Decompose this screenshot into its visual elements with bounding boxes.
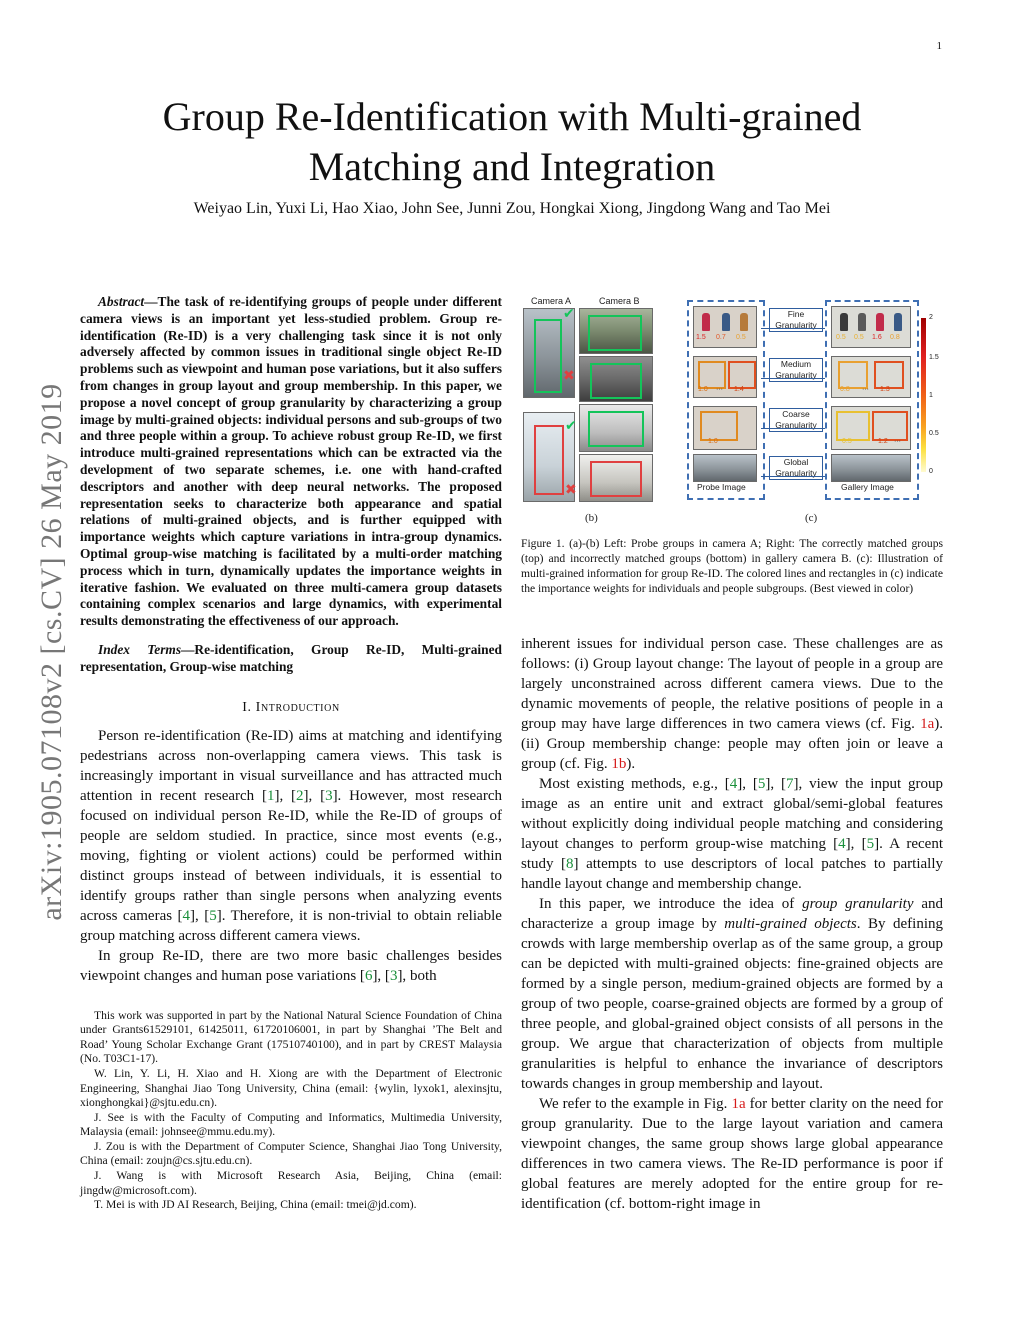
weight-label: 1.5	[696, 334, 706, 341]
gallery-fine-row	[831, 306, 911, 348]
medium-granularity-label: Medium Granularity	[769, 358, 823, 382]
footnote-mmu: J. See is with the Faculty of Computing and Informatics, Multimedia University, Malaysia (email: johnsee@mmu.edu.my).	[80, 1110, 502, 1139]
probe-fine-row	[693, 306, 757, 348]
paper-title	[80, 92, 944, 192]
colorbar-tick: 2	[929, 314, 933, 321]
gallery-global-photo	[831, 454, 911, 482]
citation-7[interactable]: 7	[785, 776, 794, 792]
right-p2-text-c: A recent study [	[521, 836, 944, 872]
index-terms	[80, 642, 502, 676]
connector-line	[761, 328, 825, 329]
match-box	[588, 411, 644, 447]
person-crop	[894, 313, 902, 331]
colorbar-tick: 0	[929, 468, 933, 475]
right-p3-text-b: and characterize a group image by	[521, 896, 943, 932]
weight-label: 1.3	[880, 386, 890, 393]
right-p3-text-a: In this paper, we introduce the idea of	[539, 896, 803, 912]
weight-label: 1.0	[708, 438, 718, 445]
match-box	[534, 319, 562, 393]
probe-image-label: Probe Image	[697, 482, 746, 492]
figure-ref-1a-b[interactable]: 1a	[731, 1096, 746, 1112]
citation-4c[interactable]: 4	[838, 836, 846, 852]
footnote-msra: J. Wang is with Microsoft Research Asia, Beijing, China (email: jingdw@microsoft.com).	[80, 1169, 502, 1197]
person-crop	[702, 313, 710, 331]
citation-3b[interactable]: 3	[389, 967, 398, 984]
right-paragraph-4	[521, 1094, 943, 1214]
weight-label: ···	[894, 438, 901, 445]
cross-icon: ✖	[565, 482, 577, 498]
person-crop	[876, 313, 884, 331]
gallery-image-label: Gallery Image	[841, 482, 894, 492]
subfigure-b-label: (b)	[585, 512, 598, 524]
importance-colorbar	[921, 318, 926, 472]
index-terms-label: Index Terms	[98, 641, 182, 657]
probe-coarse-row	[693, 406, 757, 450]
subfigure-c-label: (c)	[805, 512, 818, 524]
right-p4-text-b: for better clarity on the need for group granularity. Due to the large layout variation and camera viewpoint changes, the same group shows large global appearance differences in two camera views. The Re-ID performance is poor if global features are merely adopted for the entire group for re-identification (cf. bottom-right image in	[521, 1096, 943, 1212]
author-list: Weiyao Lin, Yuxi Li, Hao Xiao, John See, Junni Zou, Hongkai Xiong, Jingdong Wang and Tao Mei	[193, 200, 831, 217]
right-p2-text-a: Most existing methods, e.g., [	[539, 776, 730, 792]
citation-4b[interactable]: 4	[729, 776, 738, 792]
weight-label: 0.5	[854, 334, 864, 341]
weight-label: 0.8	[840, 386, 850, 393]
weight-label: ···	[716, 386, 723, 393]
right-column	[521, 634, 943, 1214]
citation-4[interactable]: 4	[182, 907, 191, 924]
connector-line	[761, 378, 825, 379]
camera-a-label: Camera A	[531, 296, 572, 306]
term-multi-grained-objects: multi-grained objects	[724, 916, 857, 932]
subgroup-box	[838, 361, 868, 389]
citation-5b[interactable]: 5	[757, 776, 766, 792]
footnote-funding: This work was supported in part by the National Natural Science Foundation of China under Grants61529101, 61425011, 61720106001, in part by Shanghai ’The Belt and Road’ Young Scholar Exchange Grant (17510740100), and in part by CREST Malaysia (No. T03C1-17).	[80, 1008, 502, 1066]
weight-label: 1.6	[872, 334, 882, 341]
citation-1[interactable]: 1	[266, 787, 275, 804]
intro-p2-text-b: both	[409, 967, 437, 984]
cross-icon: ✖	[563, 368, 575, 384]
citation-3[interactable]: 3	[325, 787, 333, 804]
match-box	[590, 363, 642, 399]
intro-p1-text-a: Person re-identification (Re-ID) aims at matching and identifying pedestrians across non-overlapping camera views. This task is increasingly important in visual surveillance and has attracted much attention in recent research [	[80, 727, 502, 804]
person-crop	[722, 313, 730, 331]
global-granularity-label: Global Granularity	[769, 456, 823, 480]
index-terms-text: —Re-identification, Group Re-ID, Multi-grained representation, Group-wise matching	[80, 641, 502, 674]
section-heading-introduction: I. Introduction	[242, 699, 340, 715]
abstract-text: —The task of re-identifying groups of people under different camera views is an important yet less-studied problem. Group re-identification (Re-ID) is a very challenging task since it is not only adversely affected by common issues in traditional single object Re-ID problems such as viewpoint and human pose variations, but it also suffers from changes in group layout and group membership. In this paper, we propose a novel concept of group granularity by characterizing a group image by multi-grained objects: individual persons and sub-groups of two and three people within a group. To achieve robust group Re-ID, we first introduce multi-grained representations which can be extracted via the development of two separate schemes, i.e. one with hand-crafted descriptors and another with deep neural networks. The proposed representation seeks to characterize both appearance and spatial relations of multi-grained objects, and is further equipped with importance weights which capture variations in intra-group dynamics. Optimal group-wise matching is facilitated by a multi-order matching process which in turn, dynamically updates the importance weights in iterative fashion. We evaluated on three multi-camera group datasets containing complex scenarios and large dynamics, with experimental results demonstrating the effectiveness of our approach.	[80, 294, 502, 629]
right-p1-text-a: inherent issues for individual person case. These challenges are as follows: (i) Group layout change: The layout of people in a group are largely unconstrained across different camera views. Due to the dynamic movements of people, the relative positions of people in a group may have large differences in two camera views (cf. Fig.	[521, 636, 943, 732]
connector-line	[761, 476, 825, 477]
colorbar-tick: 1	[929, 392, 933, 399]
citation-5[interactable]: 5	[209, 907, 217, 924]
coarse-granularity-label: Coarse Granularity	[769, 408, 823, 432]
person-crop	[840, 313, 848, 331]
term-group-granularity: group granularity	[802, 896, 914, 912]
page-number: 1	[936, 40, 942, 52]
colorbar-tick: 0.5	[929, 430, 939, 437]
connector-line	[761, 428, 825, 429]
citation-5c[interactable]: 5	[866, 836, 875, 852]
arxiv-id: arXiv:1905.07108v2 [cs.CV] 26 May 2019	[35, 383, 68, 921]
probe-medium-row	[693, 356, 757, 398]
gallery-photo-correct-2	[579, 404, 653, 452]
colorbar-tick: 1.5	[929, 354, 939, 361]
right-p4-text-a: We refer to the example in Fig.	[539, 1096, 732, 1112]
subgroup-box	[728, 361, 756, 389]
match-box	[588, 315, 642, 351]
weight-label: 1.0	[698, 386, 708, 393]
intro-p2-text-a: In group Re-ID, there are two more basic challenges besides viewpoint changes and human pose variations [	[80, 947, 502, 984]
footnote-zou: J. Zou is with the Department of Computer Science, Shanghai Jiao Tong University, China (email: zoujn@cs.sjtu.edu.cn).	[80, 1139, 502, 1168]
check-icon: ✔	[563, 306, 575, 322]
title-line-2: Matching and Integration	[308, 144, 716, 189]
figure-1	[521, 292, 951, 532]
weight-label: 1.2	[878, 438, 888, 445]
gallery-photo-correct-1	[579, 308, 653, 354]
citation-8[interactable]: 8	[566, 856, 574, 872]
right-p2-text-b: view the input group image as an entire unit and extract global/semi-global features without explicitly doing individual people matching and considering layout changes to perform group-wise matching [	[521, 776, 943, 852]
citation-6[interactable]: 6	[364, 967, 373, 984]
figure-1-caption: Figure 1. (a)-(b) Left: Probe groups in camera A; Right: The correctly matched groups (top) and incorrectly matched groups (bottom) in gallery camera B. (c): Illustration of multi-grained information for group Re-ID. The colored lines and rectangles in (c) indicate the importance weights for individuals and people subgroups. (Best viewed in color)	[521, 537, 943, 595]
intro-paragraph-2: In group Re-ID, there are two more basic challenges besides viewpoint changes and human pose variations [6], [3], both	[80, 947, 502, 984]
gallery-coarse-row	[831, 406, 911, 450]
subgroup-box	[698, 361, 726, 389]
subgroup-box	[874, 361, 904, 389]
right-paragraph-2: Most existing methods, e.g., [4], [5], [7], view the input group image as an entire unit and extract global/semi-global features without explicitly doing individual people matching and considering layout changes to perform group-wise matching [4], [5]. A recent study [8] attempts to use descriptors of local patches to partially handle layout change and membership change.	[521, 776, 944, 892]
footnote-sjtu: W. Lin, Y. Li, H. Xiao and H. Xiong are with the Department of Electronic Engineering, Shanghai Jiao Tong University, China (email: {wylin, lyxok1, alexinsjtu, xionghongkai}@sjtu.edu.cn).	[80, 1066, 502, 1110]
intro-p1-text-b: However, most research focused on individual person Re-ID, while the Re-ID of groups of people are seldom studied. In practice, since most events (e.g., moving, fighting or violent actions) could be performed within distinct groups instead of between individuals, it is essential to identify groups rather than single persons when analyzing events across cameras [	[80, 787, 502, 924]
weight-label: 0.7	[716, 334, 726, 341]
weight-label: 0.5	[842, 438, 852, 445]
gallery-photo-wrong-1	[579, 356, 653, 402]
footnote-jd: T. Mei is with JD AI Research, Beijing, China (email: tmei@jd.com).	[94, 1198, 417, 1212]
person-crop	[858, 313, 866, 331]
right-paragraph-1: inherent issues for individual person case. These challenges are as follows: (i) Group layout change: The layout of people in a group are largely unconstrained across different camera views. Due to the dynamic movements of people, the relative positions of people in a group may have large differences in two camera views (cf. Fig. 1a). (ii) Group membership change: people may often join or leave a group (cf. Fig. 1b).	[521, 636, 943, 772]
abstract	[80, 294, 502, 630]
probe-global-photo	[693, 454, 757, 482]
abstract-label: Abstract	[98, 294, 145, 309]
mismatch-box	[534, 425, 564, 495]
figure-caption-block	[521, 536, 943, 596]
right-p2-text-d: attempts to use descriptors of local patches to partially handle layout change and membership change.	[521, 856, 944, 892]
person-crop	[740, 313, 748, 331]
right-p1-text-b: ). (ii) Group membership change: people may often join or leave a group (cf. Fig.	[521, 716, 943, 772]
weight-label: 1.4	[734, 386, 744, 393]
intro-paragraph-1: Person re-identification (Re-ID) aims at matching and identifying pedestrians across non-overlapping camera views. This task is increasingly important in visual surveillance and has attracted much attention in recent research [1], [2], [3]. However, most research focused on individual person Re-ID, while the Re-ID of groups of people are seldom studied. In practice, since most events (e.g., moving, fighting or violent actions) could be performed within distinct groups instead of between individuals, it is essential to identify groups rather than single persons when analyzing events across cameras [4], [5]. Therefore, it is non-trivial to obtain reliable group matching across different camera views.	[80, 727, 502, 944]
weight-label: 0.8	[890, 334, 900, 341]
weight-label: 0.5	[736, 334, 746, 341]
mismatch-box	[590, 461, 642, 497]
subgroup-box	[700, 411, 738, 441]
intro-p1-text-c: Therefore, it is non-trivial to obtain reliable group matching across different camera views.	[80, 907, 502, 944]
figure-ref-1a[interactable]: 1a	[920, 716, 935, 732]
right-p3-text-c: . By defining crowds with large membership overlap as of the same group, a group can be depicted with multi-grained objects: fine-grained objects are formed by a single person, medium-grained objects are formed by a group of two people, coarse-grained objects are formed by a group of three people, and global-grained object consists of all persons in the group. We argue that characterization of objects from multiple granularities is helpful to enhance the invariance of descriptors towards changes in group membership and layout.	[521, 916, 944, 1092]
gallery-medium-row	[831, 356, 911, 398]
weight-label: 0.5	[836, 334, 846, 341]
gallery-photo-wrong-2	[579, 454, 653, 502]
weight-label: ···	[862, 386, 869, 393]
camera-b-label: Camera B	[599, 296, 640, 306]
fine-granularity-label: Fine Granularity	[769, 308, 823, 332]
subgroup-box	[836, 411, 870, 441]
citation-2[interactable]: 2	[296, 787, 304, 804]
title-line-1: Group Re-Identification with Multi-grained	[162, 94, 862, 139]
check-icon: ✔	[565, 418, 577, 434]
footnote-rule	[80, 1000, 190, 1001]
right-paragraph-3	[521, 894, 943, 1094]
figure-ref-1b[interactable]: 1b	[611, 756, 627, 772]
left-column	[80, 294, 502, 1213]
subgroup-box	[872, 411, 908, 441]
